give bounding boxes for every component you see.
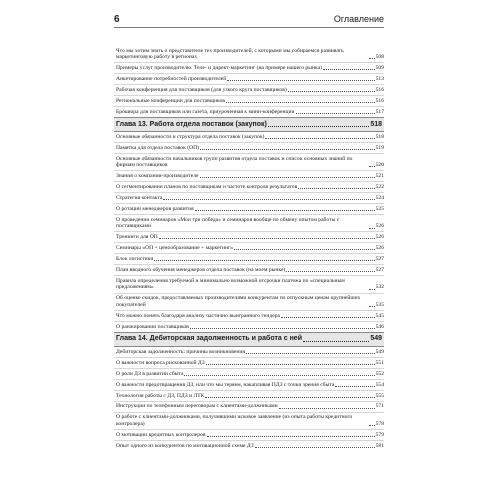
dot-leader [255,447,375,448]
dot-leader [226,102,375,103]
toc-entry[interactable] [114,192,384,203]
toc-entry[interactable] [114,142,384,153]
toc-entry[interactable] [114,170,384,181]
toc-entry[interactable] [114,429,384,440]
dot-leader [163,199,374,200]
dot-leader [296,113,375,114]
toc-entry-page: 527 [375,256,384,263]
table-of-contents [114,46,384,451]
toc-entry-title: Об оценке скидок, предоставляемых производителями конкурентам по отпускным ценам крупнейших покупателей [116,295,361,308]
toc-entry-page: 518 [375,134,384,140]
toc-entry-page: 513 [375,76,384,83]
toc-entry[interactable] [114,357,384,368]
toc-entry-page: 552 [375,370,384,377]
toc-chapter-heading[interactable] [114,332,384,347]
toc-entry[interactable] [114,310,384,321]
dot-leader [154,260,374,261]
toc-entry[interactable] [114,379,384,390]
dot-leader [335,386,374,387]
dot-leader [369,306,375,307]
toc-entry-page: 519 [375,144,384,151]
dot-leader [227,80,374,81]
toc-entry-page: 522 [375,184,384,191]
toc-entry[interactable] [114,293,384,310]
toc-entry-title: Брошюра для поставщиков или газета, приуроченная к мини-конференции [116,109,295,116]
toc-entry-title: Тренинги для ОП [116,234,158,241]
toc-entry-title: Опыт одного из конкурентов по мотивационной схеме ДЗ [116,442,254,449]
dot-leader [206,364,375,365]
toc-entry-title: Блок логистики [116,256,154,263]
toc-entry-page: 516 [375,87,384,94]
dot-leader [265,138,374,139]
dot-leader [195,210,375,211]
toc-entry-title: Основные обязанности и структура отдела поставок (закупок) [116,134,265,140]
toc-entry-title: Дебиторская задолженность: причины возникновения [116,348,245,355]
toc-entry-title: О работе с клиентами-должниками, получившими исковое заявление (из опыта работы кредитного контролера) [116,414,353,427]
toc-entry-title: О ротации менеджеров развития [116,206,194,213]
toc-entry-title: О важности предотвращения ДЗ, или что мы теряем, накапливая ПДЗ с точки зрения сбыта [116,381,335,388]
toc-entry-title: Примеры услуг производителю. Теле- и директ-маркетинг (на примере нашего рынка) [116,65,322,72]
toc-entry[interactable] [114,242,384,253]
toc-entry-page: 545 [375,312,384,319]
toc-entry[interactable] [114,264,384,275]
toc-entry[interactable] [114,368,384,379]
toc-entry[interactable] [114,132,384,142]
toc-entry[interactable] [114,106,384,117]
toc-entry[interactable] [114,231,384,242]
toc-entry-title: План вводного обучения менеджеров отдела поставок (на моем рынке) [116,267,286,274]
toc-entry-title: О сегментировании планов по поставщикам и частоте контроля результатов [116,184,298,191]
header-divider [114,27,384,28]
toc-entry-page: 546 [375,323,384,330]
toc-entry-title: Инструкции по телефонным переговорам с клиентами-должниками [116,403,278,410]
toc-entry[interactable] [114,347,384,357]
toc-entry-page: 525 [375,206,384,213]
toc-entry-page: 581 [375,442,384,449]
dot-leader [369,425,375,426]
toc-entry-page: 517 [375,109,384,116]
toc-entry-page: 516 [375,98,384,105]
toc-entry-page: 551 [375,359,384,366]
toc-entry-page: 526 [375,245,384,252]
toc-entry-page: 571 [375,403,384,410]
dot-leader [303,341,369,342]
toc-chapter-heading[interactable] [114,117,384,132]
toc-entry-title: О ранжировании поставщиков [116,323,189,330]
toc-entry-page: 527 [375,267,384,274]
dot-leader [207,436,375,437]
toc-entry-title: Правила определения требуемой и минимально возможной отсрочки платежа по «специальным предложениям» [116,278,345,291]
toc-entry-title: Технология работы с ДЗ, ПДЗ и ЛТК [116,392,205,399]
toc-entry-page: 549 [375,348,384,355]
toc-entry-title: Основные обязанности начальников групп развития отдела поставок и список основных знаний по фирмам поставщиков [116,155,353,169]
toc-entry[interactable] [114,153,384,170]
toc-entry[interactable] [114,253,384,264]
toc-entry-title: Стратегия контакта [116,195,163,202]
toc-entry-page: 526 [375,223,384,230]
toc-entry-title: Рабочая конференция для поставщиков (для узкого круга поставщиков) [116,87,287,94]
toc-entry-title: Семинары «ОП + ценообразование + маркетинг» [116,245,234,252]
toc-entry-title: О проведении семинаров «Мои три победа» и семинаров вообще по обмену опытом работы с поставщиками [116,217,340,230]
toc-entry-page: 555 [375,392,384,399]
toc-entry[interactable] [114,321,384,332]
toc-entry-page: 526 [375,234,384,241]
toc-entry[interactable] [114,275,384,292]
toc-entry-title: Что можно понять благодаря анализу частично выигранного тендера [116,312,281,319]
toc-entry-title: Анкетирование потребностей производителей [116,76,227,83]
toc-entry-page: 520 [375,162,384,169]
toc-entry-page: 554 [375,381,384,388]
toc-entry-title: Что мы хотим знать о представителе тех производителей, с которыми мы собираемся развивать маркетинговую работу в регионах [116,47,344,61]
dot-leader [234,249,375,250]
toc-entry-title: Региональные конференции для поставщиков [116,98,225,105]
page-header [114,14,384,26]
toc-entry-page: 524 [375,195,384,202]
toc-entry-title: Памятка для отдела поставок (ОП) [116,144,200,151]
toc-entry-page: 535 [375,301,384,308]
toc-entry-title: О мотивации кредитных контролеров [116,431,206,438]
toc-entry[interactable] [114,84,384,95]
dot-leader [205,397,374,398]
toc-entry[interactable] [114,95,384,106]
dot-leader [268,126,370,127]
toc-entry-page: 549 [370,335,382,343]
toc-entry[interactable] [114,46,384,62]
dot-leader [190,328,375,329]
dot-leader [279,408,375,409]
toc-entry-title: Глава 13. Работа отдела поставок (закупок) [116,120,267,128]
toc-entry-title: Глава 14. Дебиторская задолженность и работа с ней [116,335,303,343]
toc-entry-page: 532 [375,284,384,291]
toc-entry-page: 508 [375,54,384,61]
dot-leader [281,317,375,318]
dot-leader [288,91,375,92]
toc-entry[interactable] [114,401,384,412]
toc-entry[interactable] [114,214,384,231]
toc-entry[interactable] [114,412,384,429]
toc-entry-page: 579 [375,431,384,438]
dot-leader [369,58,375,59]
toc-entry[interactable] [114,181,384,192]
toc-entry[interactable] [114,62,384,73]
dot-leader [369,289,375,290]
dot-leader [323,69,375,70]
dot-leader [200,149,375,150]
dot-leader [159,238,375,239]
toc-entry-page: 509 [375,65,384,72]
toc-entry[interactable] [114,390,384,401]
toc-entry-title: О роли ДЗ в развитии сбыта [116,370,184,377]
toc-entry-title: О важности вопроса рискованной ДЗ [116,359,205,366]
toc-entry[interactable] [114,440,384,451]
dot-leader [286,271,374,272]
dot-leader [184,375,374,376]
toc-entry-title: Знания о компании-производителе [116,173,199,180]
dot-leader [246,353,375,354]
toc-entry-page: 578 [375,420,384,427]
dot-leader [298,188,374,189]
toc-entry-page: 521 [375,173,384,180]
dot-leader [369,228,375,229]
page-number: 6 [114,14,120,25]
dot-leader [369,166,375,167]
section-title: Оглавление [333,14,384,24]
toc-entry[interactable] [114,203,384,214]
toc-entry[interactable] [114,73,384,84]
toc-entry-page: 518 [370,120,382,128]
dot-leader [200,177,375,178]
